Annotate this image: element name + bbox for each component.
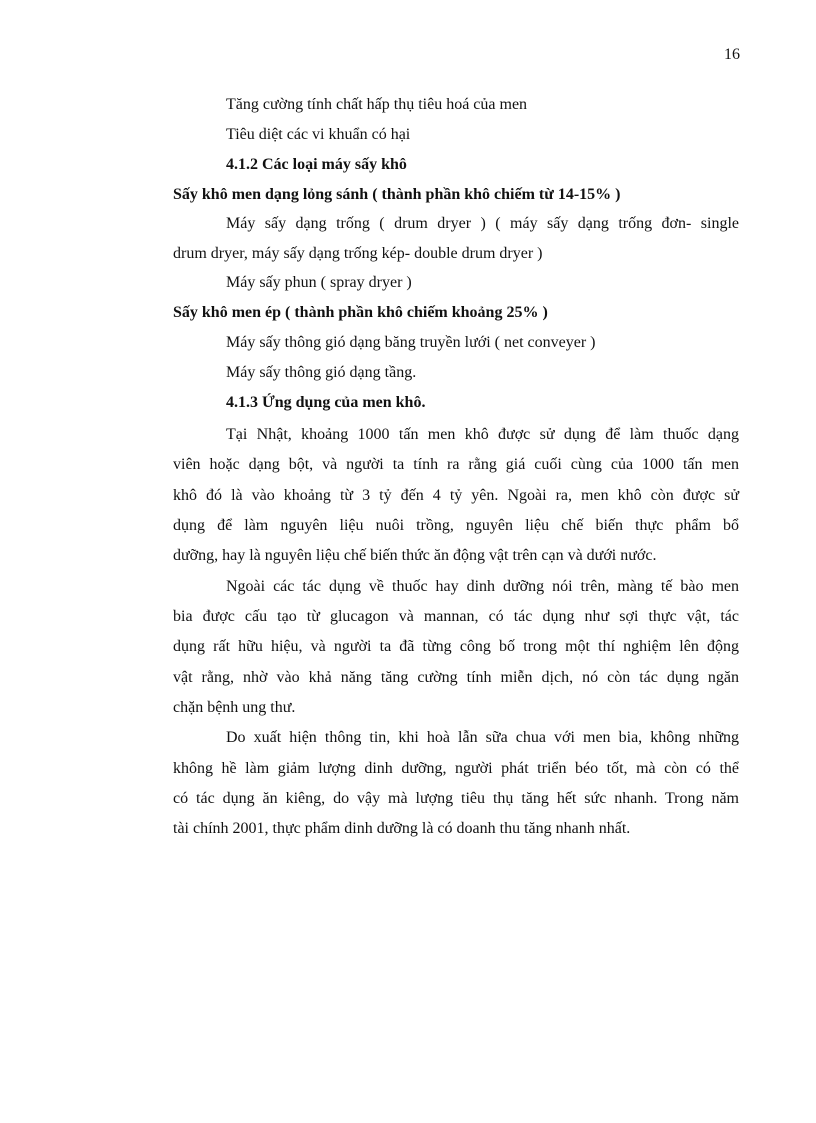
paragraph-line: tài chính 2001, thực phẩm dinh dưỡng là có doanh thu tăng nhanh nhất. <box>173 820 631 837</box>
paragraph-line: có tác dụng ăn kiêng, do vậy mà lượng tiêu thụ tăng hết sức nhanh. Trong năm <box>173 790 739 807</box>
bullet-line-bacteria: Tiêu diệt các vi khuẩn có hại <box>226 126 411 143</box>
paragraph-line: chặn bệnh ung thư. <box>173 699 296 716</box>
page-number: 16 <box>724 46 740 63</box>
paragraph-line: viên hoặc dạng bột, và người ta tính ra rằng giá cuối cùng của 1000 tấn men <box>173 456 739 473</box>
dryer-item-layer: Máy sấy thông gió dạng tầng. <box>226 364 417 381</box>
subsection-title-liquid-yeast: Sấy khô men dạng lỏng sánh ( thành phần khô chiếm từ 14-15% ) <box>173 186 621 203</box>
paragraph-line: Tại Nhật, khoảng 1000 tấn men khô được sử dụng để làm thuốc dạng <box>226 426 739 443</box>
bullet-line-absorption: Tăng cường tính chất hấp thụ tiêu hoá của men <box>226 96 528 113</box>
paragraph-line: bia được cấu tạo từ glucagon và mannan, có tác dụng như sợi thực vật, tác <box>173 608 739 625</box>
paragraph-line: dụng để làm nguyên liệu nuôi trồng, nguyên liệu chế biến thực phẩm bổ <box>173 517 739 534</box>
dryer-item-drum-line2: drum dryer, máy sấy dạng trống kép- double drum dryer ) <box>173 245 543 262</box>
dryer-item-spray: Máy sấy phun ( spray dryer ) <box>226 274 412 291</box>
paragraph-line: vật rằng, nhờ vào khả năng tăng cường tính miễn dịch, nó còn tác dụng ngăn <box>173 669 739 686</box>
paragraph-line: khô đó là vào khoảng từ 3 tỷ đến 4 tỷ yên. Ngoài ra, men khô còn được sử <box>173 487 739 504</box>
section-heading-4-1-2: 4.1.2 Các loại máy sấy khô <box>226 156 407 173</box>
subsection-title-pressed-yeast: Sấy khô men ép ( thành phần khô chiếm khoảng 25% ) <box>173 304 548 321</box>
paragraph-line: dụng rất hữu hiệu, và người ta đã từng công bố trong một thí nghiệm lên động <box>173 638 739 655</box>
paragraph-line: Ngoài các tác dụng về thuốc hay dinh dưỡng nói trên, màng tế bào men <box>226 578 739 595</box>
paragraph-line: không hề làm giảm lượng dinh dưỡng, người phát triển béo tốt, mà còn có thể <box>173 760 739 777</box>
paragraph-line: dưỡng, hay là nguyên liệu chế biến thức ăn động vật trên cạn và dưới nước. <box>173 547 657 564</box>
paragraph-line: Do xuất hiện thông tin, khi hoà lẫn sữa chua với men bia, không những <box>226 729 739 746</box>
section-heading-4-1-3: 4.1.3 Ứng dụng của men khô. <box>226 394 426 411</box>
dryer-item-drum-line1: Máy sấy dạng trống ( drum dryer ) ( máy sấy dạng trống đơn- single <box>226 215 739 232</box>
dryer-item-net-conveyer: Máy sấy thông gió dạng băng truyền lưới ( net conveyer ) <box>226 334 596 351</box>
